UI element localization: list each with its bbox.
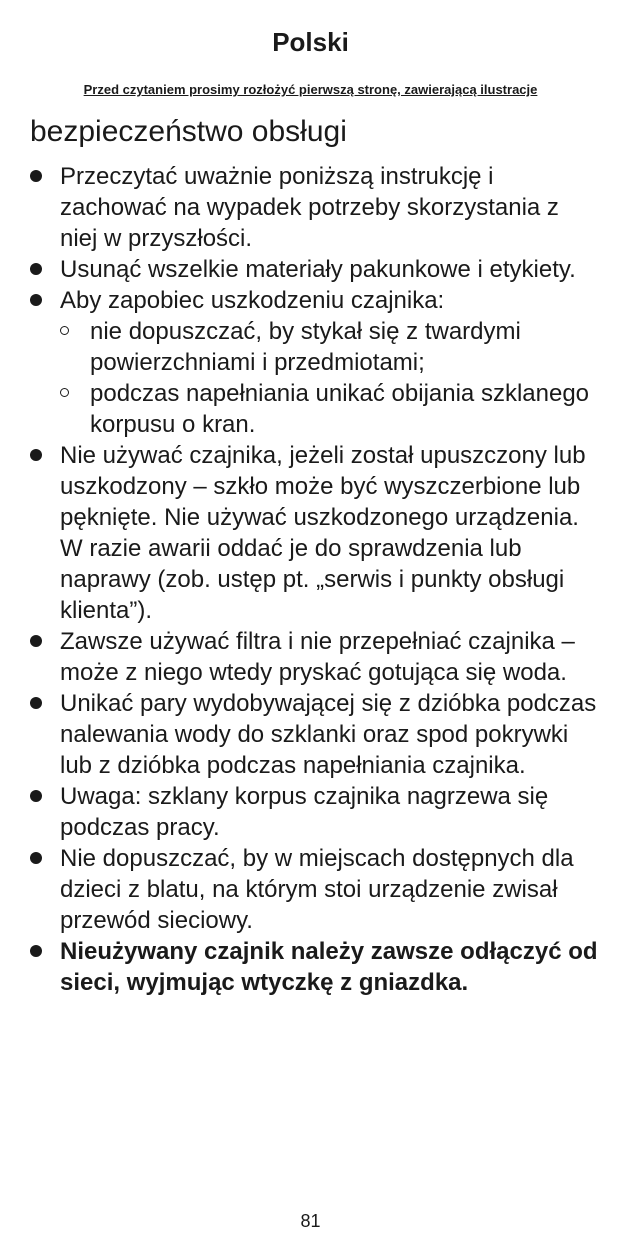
bullet-icon	[30, 170, 42, 182]
list-item	[30, 440, 600, 626]
safety-list	[30, 161, 600, 998]
bullet-icon	[30, 635, 42, 647]
list-item-text: Nie dopuszczać, by w miejscach dostępnych dla dzieci z blatu, na którym stoi urządzenie zwisał przewód sieciowy.	[60, 845, 574, 934]
sub-list-item-text: nie dopuszczać, by stykał się z twardymi powierzchniami i przedmiotami;	[90, 318, 521, 376]
bullet-icon	[30, 790, 42, 802]
list-item-text: Zawsze używać filtra i nie przepełniać czajnika – może z niego wtedy pryskać gotująca się woda.	[60, 628, 575, 686]
bullet-icon	[30, 294, 42, 306]
list-item	[30, 285, 600, 440]
list-item-text: Unikać pary wydobywającej się z dzióbka podczas nalewania wody do szklanki oraz spod pokrywki lub z dzióbka podczas napełniania czajnika.	[60, 690, 597, 779]
list-item	[30, 626, 600, 688]
sub-list-item	[60, 316, 600, 378]
list-item-text: Aby zapobiec uszkodzeniu czajnika:	[60, 287, 445, 314]
hollow-bullet-icon	[60, 388, 69, 397]
bullet-icon	[30, 945, 42, 957]
list-item	[30, 843, 600, 936]
sub-list-item	[60, 378, 600, 440]
section-heading: bezpieczeństwo obsługi	[30, 115, 347, 148]
list-item	[30, 781, 600, 843]
page-title: Polski	[272, 27, 349, 57]
fold-out-note: Przed czytaniem prosimy rozłożyć pierwszą stronę, zawierającą ilustracje	[83, 82, 538, 97]
bullet-icon	[30, 697, 42, 709]
bullet-icon	[30, 449, 42, 461]
bullet-icon	[30, 263, 42, 275]
list-item-text: Przeczytać uważnie poniższą instrukcję i zachować na wypadek potrzeby skorzystania z niej w przyszłości.	[60, 163, 559, 252]
list-item-warning	[30, 936, 600, 998]
sub-list-item-text: podczas napełniania unikać obijania szklanego korpusu o kran.	[90, 380, 590, 438]
list-item-text: Uwaga: szklany korpus czajnika nagrzewa się podczas pracy.	[60, 783, 549, 841]
list-item-text: Nie używać czajnika, jeżeli został upuszczony lub uszkodzony – szkło może być wyszczerbione lub pęknięte. Nie używać uszkodzonego urządzenia. W razie awarii oddać je do sprawdzenia lub naprawy (zob. ustęp pt. „serwis i punkty obsługi klienta”).	[60, 442, 586, 624]
list-item	[30, 688, 600, 781]
bullet-icon	[30, 852, 42, 864]
page-number: 81	[300, 1211, 321, 1231]
list-item-text: Nieużywany czajnik należy zawsze odłączyć od sieci, wyjmując wtyczkę z gniazdka.	[60, 938, 598, 996]
hollow-bullet-icon	[60, 326, 69, 335]
list-item	[30, 254, 600, 285]
list-item	[30, 161, 600, 254]
list-item-text: Usunąć wszelkie materiały pakunkowe i etykiety.	[60, 256, 576, 283]
